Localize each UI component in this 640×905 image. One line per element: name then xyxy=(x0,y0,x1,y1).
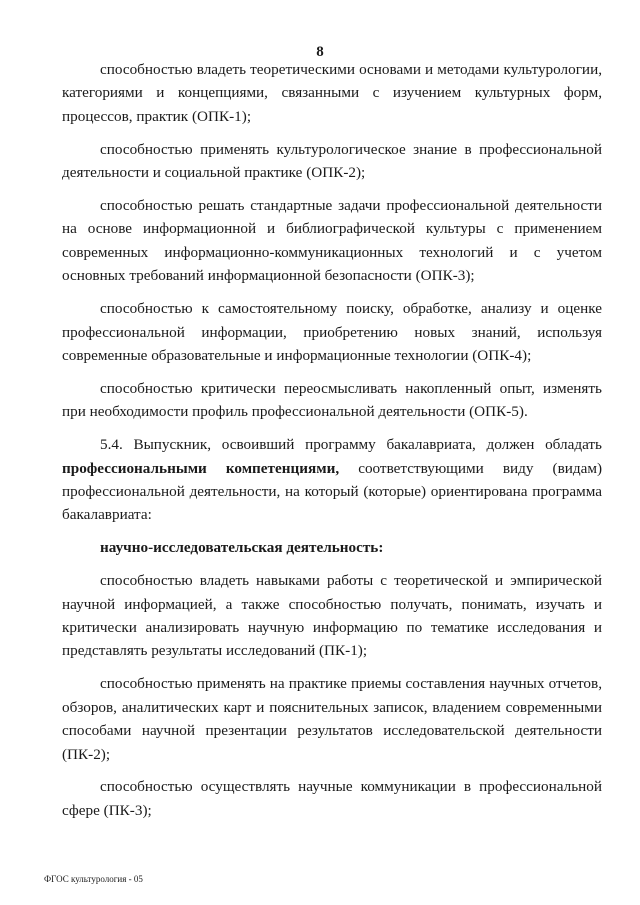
section-tail: соответствующими виду (видам) профессиональной деятельности, на который (которые) ориентирована программа бакалавриата: xyxy=(62,459,603,524)
research-item: способностью осуществлять научные коммуникации в профессиональной сфере (ПК-3); xyxy=(62,778,602,819)
section-lead: 5.4. Выпускник, освоивший программу бакалавриата, должен обладать xyxy=(100,436,602,454)
section-bold-term: профессиональными компетенциями, xyxy=(62,459,340,477)
research-item: способностью владеть навыками работы с теоретической и эмпирической научной информацией, а также способностью получать, понимать, изучать и критически анализировать научную информацию по тематике исследования и представлять результаты исследований (ПК-1); xyxy=(62,572,602,660)
page-content xyxy=(62,58,602,832)
activity-heading: научно-исследовательская деятельность: xyxy=(100,539,384,557)
competence-paragraph: способностью применять культурологическое знание в профессиональной деятельности и социальной практике (ОПК-2); xyxy=(62,140,602,182)
competence-paragraph: способностью решать стандартные задачи профессиональной деятельности на основе информационной и библиографической культуры с применением современных информационно-коммуникационных технологий и с учетом основных требований информационной безопасности (ОПК-3); xyxy=(62,197,602,285)
page-number: 8 xyxy=(316,44,324,60)
competence-paragraph: способностью к самостоятельному поиску, обработке, анализу и оценке профессиональной информации, приобретению новых знаний, используя современные образовательные и информационные технологии (ОПК-4); xyxy=(62,300,602,364)
section-paragraph xyxy=(62,433,602,527)
footer-note: ФГОС культурология - 05 xyxy=(44,874,143,884)
competence-paragraph: способностью владеть теоретическими основами и методами культурологии, категориями и концепциями, связанными с изучением культурных форм, процессов, практик (ОПК-1); xyxy=(62,61,602,125)
research-item: способностью применять на практике приемы составления научных отчетов, обзоров, аналитических карт и пояснительных записок, владением современными способами научной презентации результатов исследовательской деятельности (ПК-2); xyxy=(62,675,602,763)
competence-paragraph: способностью критически переосмысливать накопленный опыт, изменять при необходимости профиль профессиональной деятельности (ОПК-5). xyxy=(62,379,602,421)
